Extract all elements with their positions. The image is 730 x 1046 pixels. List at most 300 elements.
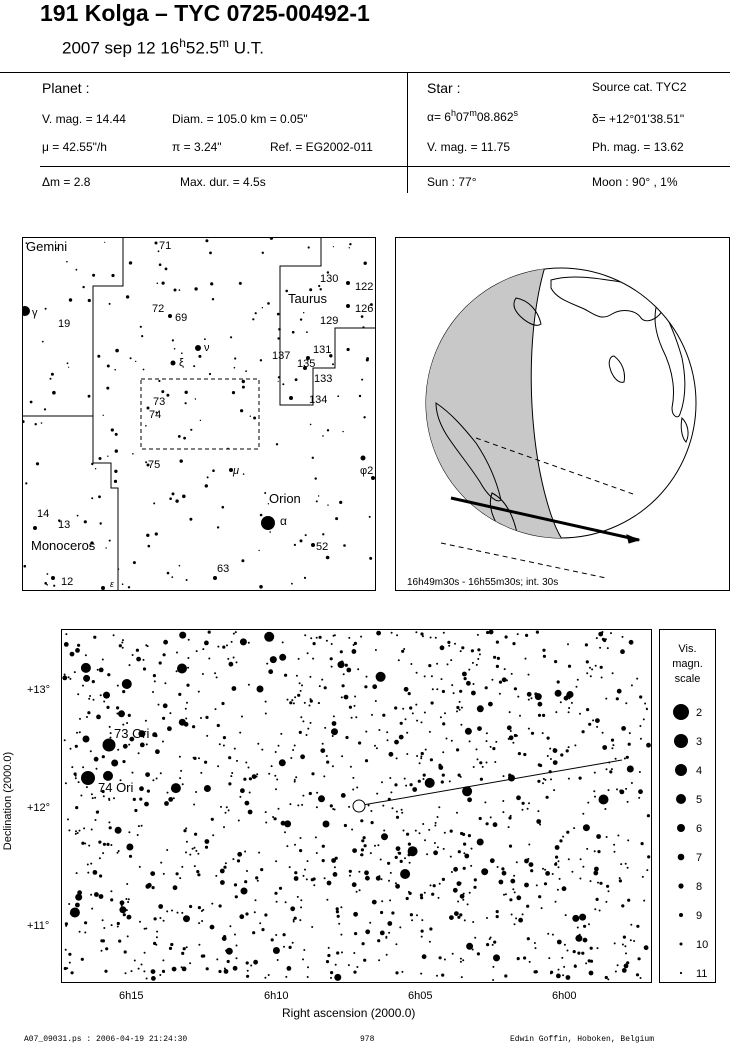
detail-star [137,834,139,836]
detail-star [136,649,139,652]
detail-star [538,714,541,717]
detail-star [523,956,526,959]
detail-star [307,652,309,654]
detail-star [321,679,323,681]
detail-star [338,923,340,925]
detail-star [625,863,627,865]
finder-star [67,362,69,364]
detail-star [223,866,226,869]
detail-star [522,802,525,805]
detail-star [75,745,78,748]
detail-star [396,634,398,636]
detail-star [531,732,534,735]
detail-star [105,947,108,950]
scale-title: Vis. magn. scale [672,643,703,685]
detail-star [71,766,73,768]
detail-star [257,686,264,693]
detail-star [538,895,541,898]
detail-star [448,645,450,647]
star-label: 13 [58,519,71,531]
finder-star [240,409,243,412]
x-tick-label: 6h05 [408,990,433,1002]
detail-star [360,636,362,638]
detail-star [128,831,130,833]
detail-star [218,970,221,973]
detail-star [270,656,277,663]
detail-star [614,942,616,944]
detail-star [163,653,166,656]
detail-star [86,786,88,788]
detail-star [276,779,278,781]
detail-star [469,892,471,894]
detail-star [432,688,434,690]
finder-star [364,262,367,265]
finder-star [128,586,130,588]
detail-star [577,952,580,955]
detail-star [591,668,593,670]
detail-star [169,712,171,714]
detail-star [360,854,362,856]
detail-star [85,654,87,656]
finder-star [209,373,211,375]
detail-star [460,724,462,726]
detail-star [75,806,78,809]
detail-star [69,962,71,964]
finder-star [315,477,317,479]
detail-star [107,673,110,676]
detail-star [593,790,595,792]
detail-star [64,739,66,741]
detail-star [508,826,510,828]
detail-star [316,852,318,854]
detail-star [625,788,627,790]
detail-star [574,965,577,968]
detail-star [458,850,461,853]
detail-star [327,881,332,886]
detail-star [452,953,454,955]
detail-star [484,801,486,803]
detail-star [294,779,296,781]
detail-star [625,952,627,954]
detail-star [284,674,287,677]
finder-star [282,383,284,385]
detail-star [67,818,69,820]
finder-star [82,286,84,288]
detail-star [430,637,432,639]
detail-star [597,850,600,853]
finder-star [25,482,27,484]
detail-star [280,733,282,735]
detail-star [352,882,357,887]
detail-star [248,810,253,815]
detail-star [481,868,488,875]
detail-star [261,749,263,751]
detail-star [589,667,591,669]
detail-star [244,880,247,883]
detail-star [185,708,187,710]
detail-star [88,845,90,847]
detail-star [167,726,172,731]
detail-star [381,833,388,840]
detail-star [630,924,632,926]
detail-star [555,856,558,859]
detail-star [404,778,406,780]
detail-star [447,663,449,665]
detail-star [627,839,629,841]
detail-star [353,912,358,917]
detail-star [646,708,648,710]
detail-star [434,825,436,827]
detail-star [333,872,338,877]
detail-star [529,961,531,963]
detail-star [309,705,311,707]
detail-star [111,760,118,767]
star-label: 73 [153,396,166,408]
detail-star [351,829,353,831]
detail-star [275,860,277,862]
detail-star [559,839,562,842]
detail-star [310,637,312,639]
detail-star [96,768,98,770]
finder-star [115,349,119,353]
detail-star [91,793,93,795]
detail-star [201,910,203,912]
detail-star [582,866,584,868]
detail-star [404,857,406,859]
detail-star [225,812,227,814]
detail-star [558,866,560,868]
detail-star [220,869,225,874]
detail-star [400,860,403,863]
detail-star [206,967,209,970]
detail-star [297,694,300,697]
finder-star [135,361,136,362]
detail-star [261,928,264,931]
detail-star [511,673,513,675]
detail-star [439,883,441,885]
detail-star [279,654,286,661]
finder-star [349,247,350,248]
detail-star [232,858,234,860]
detail-star [156,931,158,933]
finder-star [185,402,187,404]
detail-star [245,801,250,806]
finder-star [195,398,196,399]
detail-star [313,884,315,886]
detail-star [193,804,195,806]
detail-star [289,701,292,704]
detail-star [62,676,67,681]
detail-star [419,762,421,764]
detail-star [492,747,495,750]
detail-star [349,870,352,873]
detail-star [504,668,506,670]
magnitude-scale-label: 10 [696,939,709,951]
detail-star [102,852,104,854]
detail-star [382,714,385,717]
detail-star [230,775,232,777]
detail-star [518,752,521,755]
detail-star [636,678,638,680]
detail-star [517,633,519,635]
detail-star [220,880,225,885]
detail-star [449,915,454,920]
finder-star [241,559,244,562]
detail-star [249,777,252,780]
detail-star [421,752,424,755]
detail-star [200,717,202,719]
detail-star [566,975,571,980]
detail-star [444,959,446,961]
detail-star [510,730,512,732]
detail-star [568,665,571,668]
detail-star [568,711,570,713]
detail-star [486,631,489,634]
detail-star [471,848,473,850]
globe-time-caption: 16h49m30s - 16h55m30s; int. 30s [407,577,559,588]
detail-star [386,954,388,956]
footer-author: Edwin Goffin, Hoboken, Belgium [510,1035,655,1044]
detail-star [365,929,370,934]
star-label: 12 [61,576,74,588]
detail-star [341,696,343,698]
detail-star [586,848,588,850]
finder-star [33,526,37,530]
finder-star [366,357,369,360]
detail-star [265,713,267,715]
detail-star [395,943,397,945]
detail-star [163,873,165,875]
detail-star [248,684,250,686]
detail-star [75,777,77,779]
detail-star [181,912,183,914]
finder-star [91,463,93,465]
detail-star [65,633,67,635]
detail-star [643,900,645,902]
detail-star [217,724,220,727]
finder-star [179,289,181,291]
detail-star [204,641,209,646]
finder-star [174,289,177,292]
finder-star [166,394,169,397]
detail-star [193,757,196,760]
detail-star [516,735,518,737]
detail-star [163,640,168,645]
detail-star [146,743,148,745]
detail-star [602,745,607,750]
magnitude-scale-dot [679,913,683,917]
star-label: 131 [313,344,332,356]
detail-star [132,772,134,774]
detail-star [241,716,243,718]
y-tick-label: +12° [27,802,51,814]
detail-star [285,976,287,978]
detail-star [438,806,440,808]
detail-star [542,782,544,784]
detail-star [278,745,280,747]
detail-star [125,972,127,974]
detail-star [318,795,325,802]
header-column-divider [407,72,408,193]
planet-parallax: π = 3.24" [172,140,222,154]
detail-star [103,843,106,846]
finder-star [181,352,183,354]
star-label: 122 [355,281,374,293]
detail-star [456,812,458,814]
detail-star [585,643,588,646]
detail-star [399,926,401,928]
detail-star [152,886,155,889]
detail-star [122,639,124,641]
detail-star [624,945,626,947]
detail-star [117,852,119,854]
finder-star [198,355,201,358]
detail-star [439,956,442,959]
star-label: ε [110,579,114,589]
detail-star [201,955,204,958]
detail-star [640,977,642,979]
detail-star [185,827,187,829]
detail-star [126,909,128,911]
finder-star [185,391,188,394]
detail-star [451,684,453,686]
detail-star [356,891,358,893]
detail-star [595,665,597,667]
detail-star [557,889,559,891]
globe-canvas [396,238,729,590]
detail-star [239,914,244,919]
detail-star [326,761,329,764]
detail-star [223,745,225,747]
detail-star [377,939,380,942]
finder-star [130,357,132,359]
detail-star [639,771,641,773]
detail-star [84,843,86,845]
detail-star [179,632,186,639]
detail-star [234,883,237,886]
finder-star [260,514,263,517]
detail-star [573,827,575,829]
finder-star [114,369,116,371]
detail-star [229,925,231,927]
detail-star [96,715,101,720]
detail-star [537,780,540,783]
detail-star [119,906,126,913]
detail-star [420,973,422,975]
detail-star [64,967,67,970]
detail-star [279,887,282,890]
detail-star [486,740,488,742]
detail-star [493,822,498,827]
detail-star [337,915,340,918]
planet-vmag: V. mag. = 14.44 [42,112,126,126]
detail-star [259,922,261,924]
detail-star [323,821,330,828]
detail-star [480,778,483,781]
detail-star [555,690,562,697]
detail-star [642,876,644,878]
finder-star [129,261,132,264]
detail-star [601,677,603,679]
star-label: 133 [314,373,333,385]
detail-star [477,648,480,651]
detail-star [576,686,578,688]
finder-star [52,391,56,395]
detail-star [454,643,456,645]
finder-star [278,381,279,382]
detail-star [143,970,145,972]
detail-star [68,953,71,956]
detail-star [585,962,587,964]
finder-star [155,242,158,245]
detail-star [195,791,197,793]
detail-star [515,917,517,919]
detail-star [249,792,251,794]
detail-star [127,916,130,919]
detail-star [490,746,492,748]
detail-star [586,672,588,674]
detail-star [461,646,464,649]
detail-star [580,858,582,860]
detail-star [88,698,90,700]
finder-star [92,274,95,277]
detail-star [541,907,543,909]
finder-star [109,303,111,305]
detail-star [202,673,204,675]
detail-star [179,777,181,779]
detail-star [372,684,377,689]
detail-star [620,863,622,865]
finder-star [230,336,232,338]
detail-star [577,679,579,681]
detail-star [550,778,552,780]
detail-star [513,875,515,877]
finder-star [210,282,213,285]
detail-star [416,914,418,916]
detail-star [471,649,474,652]
detail-star [299,682,301,684]
detail-star [110,898,113,901]
detail-star [528,802,530,804]
detail-star [482,766,484,768]
detail-star [557,680,560,683]
detail-star [579,914,586,921]
finder-star [97,355,100,358]
detail-star [345,736,348,739]
detail-star [208,658,210,660]
detail-star [396,846,401,851]
scale-canvas [660,630,715,982]
detail-star [152,691,154,693]
finder-star [291,583,293,585]
detail-star [599,795,609,805]
finder-star [361,379,363,381]
detail-star [536,631,539,634]
detail-star [265,701,267,703]
detail-star [353,644,355,646]
finder-star [261,516,275,530]
detail-star [611,747,613,749]
detail-star [544,869,546,871]
detail-star [608,789,610,791]
detail-star [526,905,529,908]
detail-star [109,726,111,728]
detail-star [163,703,168,708]
detail-star [322,859,325,862]
finder-star [44,582,47,585]
detail-star [567,950,569,952]
detail-star [68,676,70,678]
